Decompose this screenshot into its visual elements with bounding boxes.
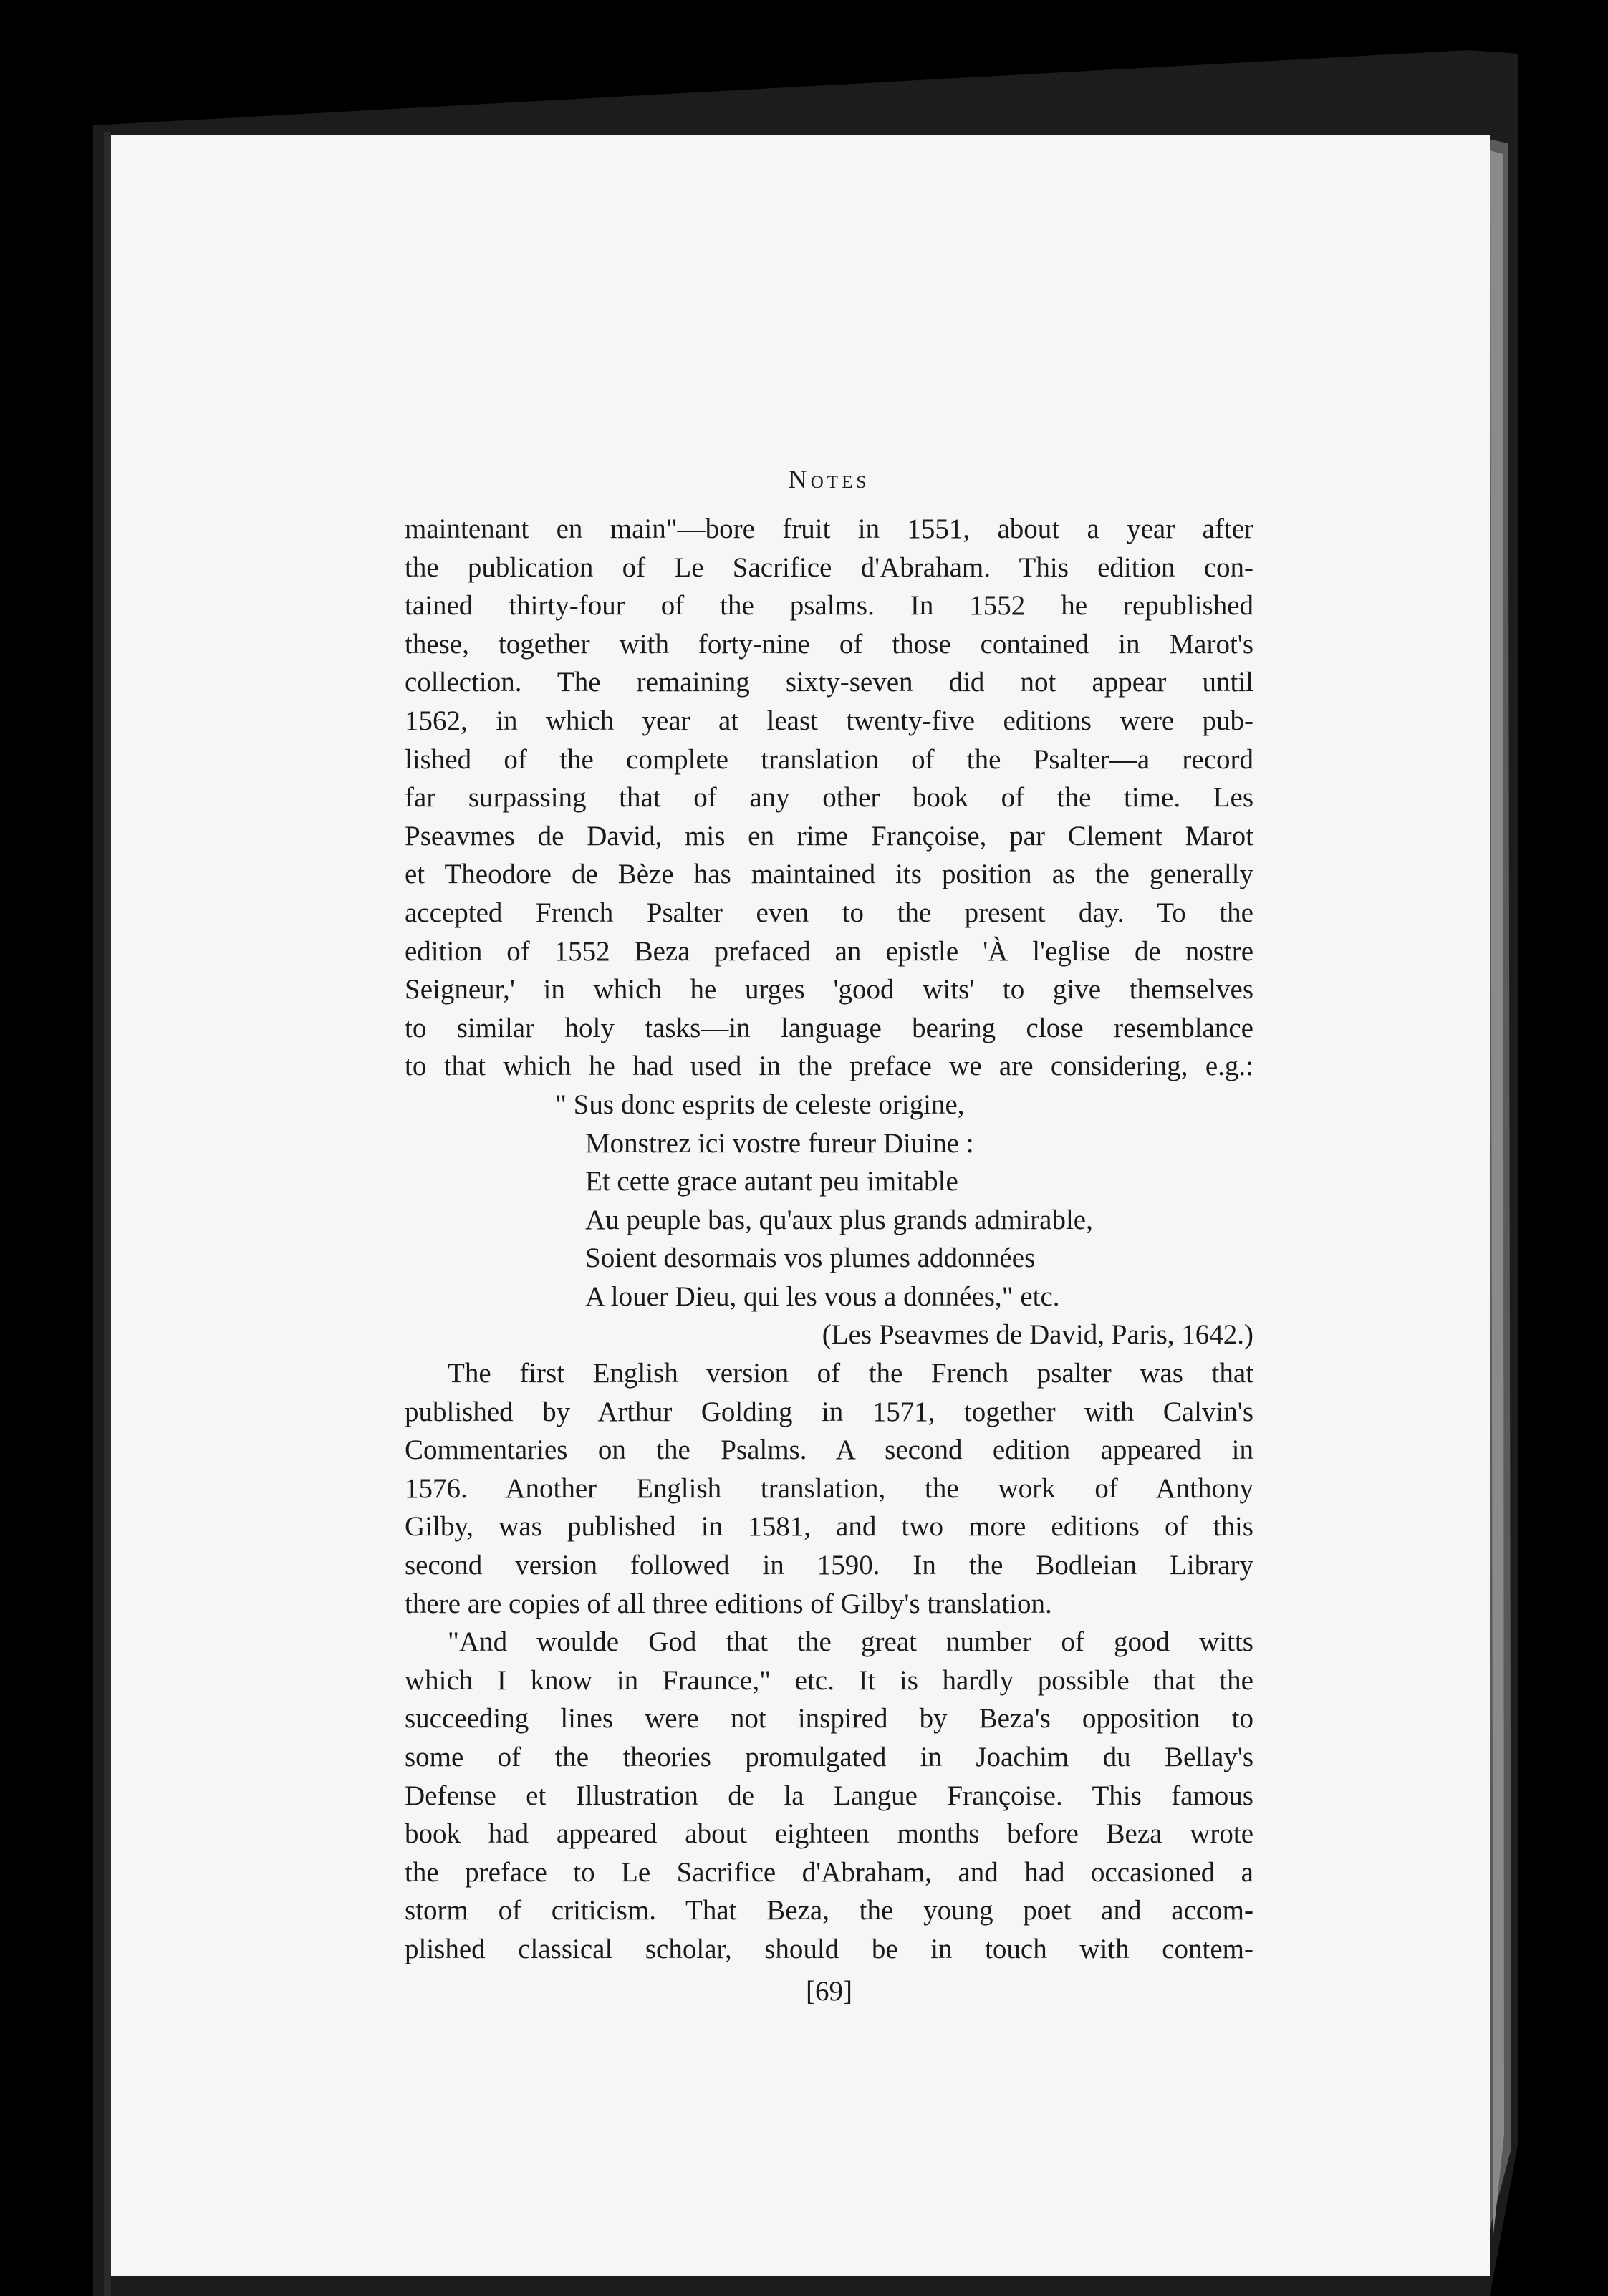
text-line: Commentaries on the Psalms. A second edition appeared in xyxy=(405,1434,1253,1466)
text-line: 1562, in which year at least twenty-five editions were pub- xyxy=(405,705,1253,736)
text-line: Seigneur,' in which he urges 'good wits' to give themselves xyxy=(405,974,1253,1005)
text-line: book had appeared about eighteen months before Beza wrote xyxy=(405,1818,1253,1850)
text-line: these, together with forty-nine of those contained in Marot's xyxy=(405,628,1253,660)
text-line: to similar holy tasks—in language bearing close resemblance xyxy=(405,1012,1253,1043)
text-line: to that which he had used in the preface we are considering, e.g.: xyxy=(405,1051,1253,1082)
verse-line: Au peuple bas, qu'aux plus grands admirable, xyxy=(585,1204,1093,1235)
book-page xyxy=(111,135,1490,2276)
text-line: The first English version of the French psalter was that xyxy=(448,1358,1253,1389)
verse-line: Soient desormais vos plumes addonnées xyxy=(585,1243,1036,1274)
text-line: edition of 1552 Beza prefaced an epistle 'À l'eglise de nostre xyxy=(405,935,1253,967)
verse-quotation xyxy=(405,1086,1253,1354)
verse-citation: (Les Pseavmes de David, Paris, 1642.) xyxy=(822,1319,1253,1351)
text-line: collection. The remaining sixty-seven did not appear until xyxy=(405,667,1253,698)
paragraph-continued xyxy=(405,510,1253,1086)
running-head: Notes xyxy=(788,465,870,493)
text-line: tained thirty-four of the psalms. In 1552 he republished xyxy=(405,590,1253,622)
text-line: which I know in Fraunce," etc. It is hardly possible that the xyxy=(405,1664,1253,1696)
text-line: plished classical scholar, should be in touch with contem- xyxy=(405,1933,1253,1964)
text-line: there are copies of all three editions of Gilby's translation. xyxy=(405,1588,1052,1619)
text-line: second version followed in 1590. In the Bodleian Library xyxy=(405,1550,1253,1581)
page-number: [69] xyxy=(806,1975,852,2007)
paragraph-english-versions xyxy=(405,1354,1253,1623)
text-line: et Theodore de Bèze has maintained its position as the generally xyxy=(405,859,1253,890)
text-line: Gilby, was published in 1581, and two more editions of this xyxy=(405,1511,1253,1543)
text-line: far surpassing that of any other book of the time. Les xyxy=(405,782,1253,814)
text-line: "And woulde God that the great number of good witts xyxy=(448,1626,1253,1658)
text-line: some of the theories promulgated in Joachim du Bellay's xyxy=(405,1742,1253,1772)
text-line: maintenant en main"—bore fruit in 1551, about a year after xyxy=(405,513,1253,544)
verse-line: A louer Dieu, qui les vous a données," etc. xyxy=(585,1280,1060,1312)
text-line: the preface to Le Sacrifice d'Abraham, and had occasioned a xyxy=(405,1856,1253,1888)
text-line: lished of the complete translation of the Psalter—a record xyxy=(405,743,1253,775)
paragraph-good-witts xyxy=(405,1623,1253,1968)
text-block xyxy=(405,464,1253,2012)
text-line: accepted French Psalter even to the present day. To the xyxy=(405,897,1253,928)
verse-line: Et cette grace autant peu imitable xyxy=(585,1166,958,1197)
verse-line: Monstrez ici vostre fureur Diuine : xyxy=(585,1127,974,1159)
text-line: published by Arthur Golding in 1571, together with Calvin's xyxy=(405,1396,1253,1427)
text-line: Defense et Illustration de la Langue Françoise. This famous xyxy=(405,1780,1253,1811)
verse-line: " Sus donc esprits de celeste origine, xyxy=(555,1089,965,1120)
text-line: the publication of Le Sacrifice d'Abraham. This edition con- xyxy=(405,551,1253,583)
text-line: Pseavmes de David, mis en rime Françoise, par Clement Marot xyxy=(405,820,1253,852)
text-line: succeeding lines were not inspired by Beza's opposition to xyxy=(405,1703,1253,1735)
text-line: 1576. Another English translation, the work of Anthony xyxy=(405,1472,1253,1504)
text-line: storm of criticism. That Beza, the young poet and accom- xyxy=(405,1895,1253,1926)
